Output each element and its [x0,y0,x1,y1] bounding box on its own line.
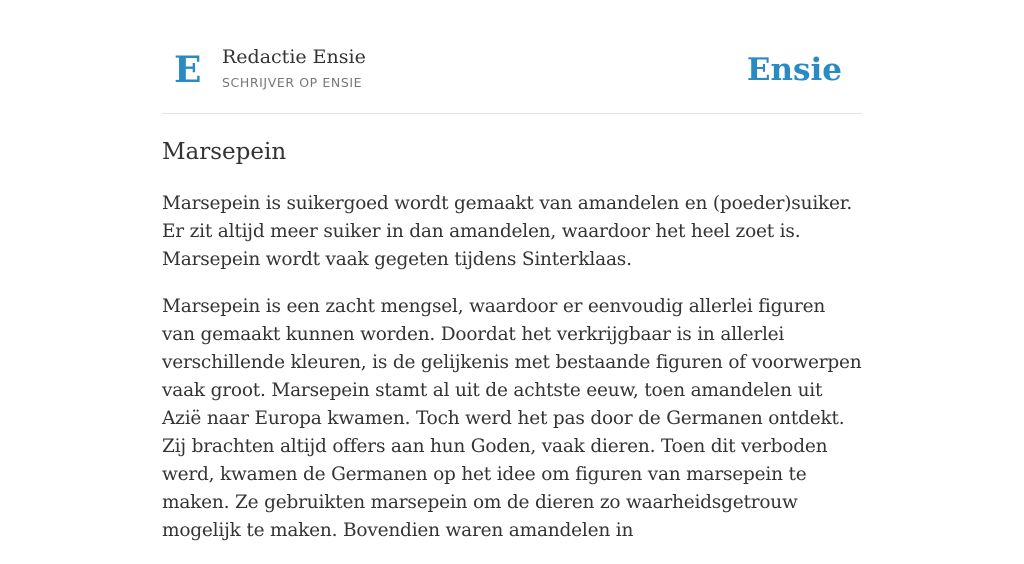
brand-logo[interactable]: Ensie [746,52,842,88]
author-header [162,40,862,114]
article-body [162,190,862,564]
author-role: SCHRIJVER OP ENSIE [222,75,363,90]
article-paragraph-1: Marsepein is suikergoed wordt gemaakt van amandelen en (poeder)suiker. Er zit altijd meer suiker in dan amandelen, waardoor het heel zoet is. Marsepein wordt vaak gegeten tijdens Sinterklaas. [162,193,853,270]
author-name[interactable]: Redactie Ensie [222,46,366,68]
article-title: Marsepein [162,139,287,165]
article-paragraph-2: Marsepein is een zacht mengsel, waardoor er eenvoudig allerlei figuren van gemaakt kunnen worden. Doordat het verkrijgbaar is in allerlei verschillende kleuren, is de gelijkenis met bestaande figuren of voorwerpen vaak groot. Marsepein stamt al uit de achtste eeuw, toen amandelen uit Azië naar Europa kwamen. Toch werd het pas door de Germanen ontdekt. Zij brachten altijd offers aan hun Goden, vaak dieren. Toen dit verboden werd, kwamen de Germanen op het idee om figuren van marsepein te maken. Ze gebruikten marsepein om de dieren zo waarheidsgetrouw mogelijk te maken. Bovendien waren amandelen in [162,296,862,541]
author-avatar-logo[interactable]: E [174,49,202,91]
